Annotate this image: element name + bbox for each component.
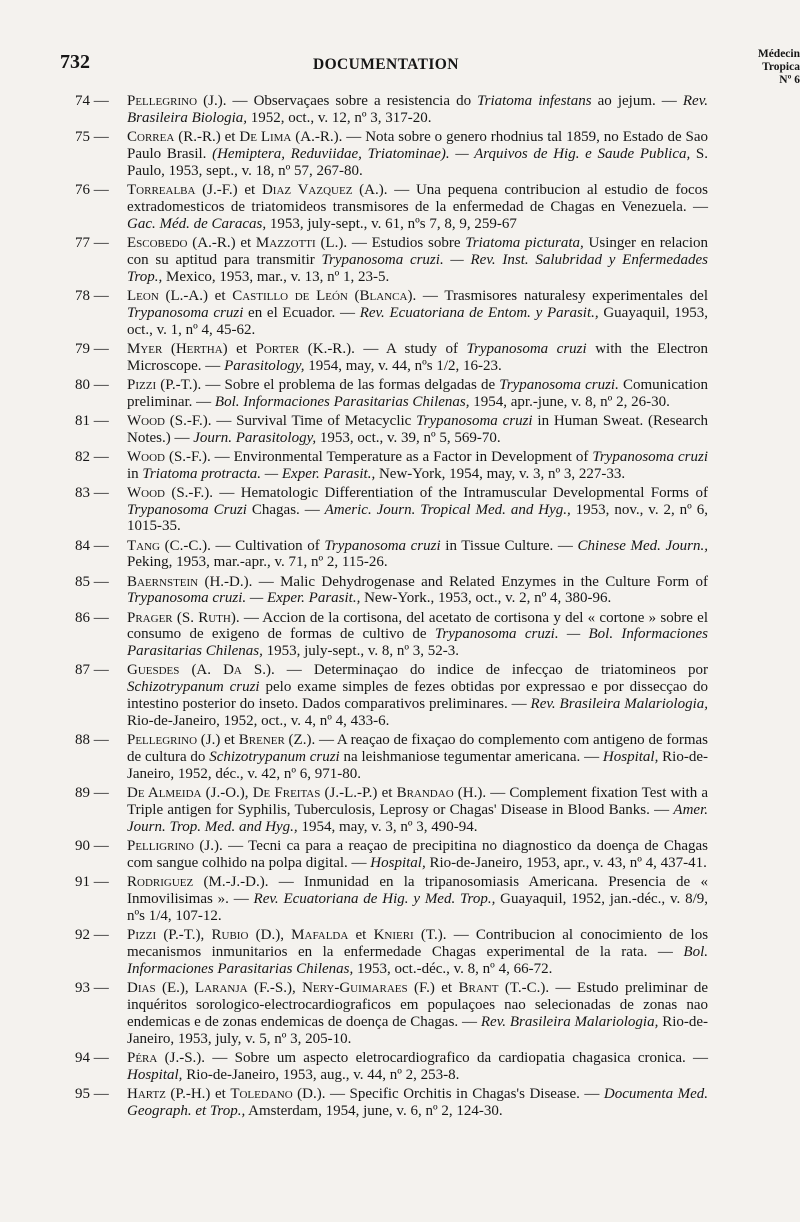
entry-text-segment: . — Sobre um aspecto eletrocardiografico da cardiopatia chagasica cronica. —	[201, 1049, 709, 1066]
bibliography-entry	[75, 341, 708, 375]
author-name: Pizzi (P.-T.)	[127, 376, 198, 393]
entry-text-segment: et	[220, 732, 239, 749]
author-name: Rodriguez (M.-J.-D.)	[127, 874, 265, 891]
italic-title: Hospital,	[602, 749, 659, 766]
entry-text-segment: Guayaquil, 1953, oct., v. 1, nº 4, 45-62.	[127, 304, 708, 338]
entry-text-segment: . — A study of	[351, 340, 467, 357]
entry-text	[127, 377, 708, 411]
entry-text-segment: . — Estudo preliminar de inquéritos sorologico-electrocardiograficos em populaçoes nao selecionadas de zonas nao endemicas e de zonas endemicas de doença de Chagas. —	[127, 979, 709, 1030]
entry-text-segment: ,	[280, 926, 292, 943]
entry-number: 89 —	[75, 785, 109, 802]
entry-text-segment: Rio-de-Janeiro, 1953, apr., v. 43, nº 4, 437-41.	[425, 854, 707, 871]
entry-text-segment: . — Malic Dehydrogenase and Related Enzymes in the Culture Form of	[248, 573, 708, 590]
entry-text-segment: ,	[291, 979, 303, 996]
entry-text	[127, 129, 708, 180]
entry-number: 80 —	[75, 376, 109, 393]
entry-text-segment: et	[207, 287, 233, 304]
entry-text-segment: Rio-de-Janeiro, 1953, aug., v. 44, nº 2, 253-8.	[182, 1066, 460, 1083]
entry-number: 75 —	[75, 129, 109, 145]
italic-title: Bol. Informaciones Parasitarias Chilenas,	[127, 943, 708, 977]
entry-text-segment: 1954, may, v. 44, nºs 1/2, 16-23.	[304, 357, 502, 374]
entry-number: 91 —	[75, 874, 109, 891]
italic-title: Amer. Journ. Trop. Med. and Hyg.,	[127, 802, 708, 835]
entry-text-segment: . — Hematologic Differentiation of the Intramuscular Developmental Forms of	[209, 484, 708, 501]
entry-text-segment: Rio-de-Janeiro, 1952, oct., v. 4, nº 4, 433-6.	[127, 713, 390, 730]
italic-title: Triatoma protracta. — Exper. Parasit.,	[142, 465, 376, 482]
italic-title: Triatoma picturata,	[465, 234, 584, 251]
bibliography-list	[75, 93, 708, 1122]
entry-text-segment: 1954, apr.-june, v. 8, nº 2, 26-30.	[469, 393, 670, 410]
entry-text-segment: . — Specific Orchitis in Chagas's Disease. —	[321, 1085, 604, 1102]
entry-text-segment: . — Sobre el problema de las formas delgadas de	[197, 376, 500, 393]
author-name: Wood (S.-F.)	[127, 484, 210, 501]
author-name: Laranja (F.-S.)	[195, 979, 292, 996]
bibliography-entry	[75, 980, 708, 1048]
entry-text	[127, 235, 708, 286]
entry-number: 82 —	[75, 448, 109, 465]
entry-text	[127, 785, 708, 836]
italic-title: Trypanosoma cruzi. — Rev. Inst. Salubridad y Enfermedades Trop.,	[127, 251, 708, 285]
entry-number: 90 —	[75, 838, 109, 855]
bibliography-entry	[75, 413, 708, 447]
entry-text	[127, 610, 708, 661]
entry-text-segment: Rio-de-Janeiro, 1952, déc., v. 42, nº 6, 971-80.	[127, 749, 708, 783]
italic-title: Trypanosoma cruzi	[416, 412, 533, 429]
entry-text	[127, 538, 708, 572]
entry-text-segment: . — A reaçao de fixaçao do complemento com antigeno de formas de cultura do	[127, 732, 709, 766]
bibliography-entry	[75, 927, 708, 978]
entry-text-segment: . — Observaçaes sobre a resistencia do	[222, 93, 478, 109]
author-name: Correa (R.-R.)	[127, 129, 221, 145]
bibliography-entry	[75, 449, 708, 483]
entry-number: 88 —	[75, 732, 109, 749]
italic-title: Trypanosoma cruzi	[127, 304, 244, 321]
italic-title: Rev. Ecuatoriana de Hig. y Med. Trop.,	[253, 890, 496, 907]
entry-text	[127, 449, 708, 483]
entry-text	[127, 1050, 708, 1084]
entry-text	[127, 413, 708, 447]
entry-text-segment: . — Inmunidad en la tripanosomiasis Americana. Presencia de « Inmovilisimas ». —	[127, 874, 708, 907]
entry-text-segment: et	[237, 181, 262, 198]
entry-text-segment: New-York., 1953, oct., v. 2, nº 4, 380-96.	[360, 590, 612, 607]
author-name: Pellegrino (J.)	[127, 732, 221, 749]
italic-title: Trypanosoma cruzi	[466, 340, 587, 357]
entry-text-segment: . — Estudios sobre	[343, 234, 466, 251]
italic-title: Rev. Brasileira Malariologia,	[480, 1013, 659, 1030]
bibliography-entry	[75, 235, 708, 286]
author-name: Mazzotti (L.)	[255, 234, 344, 251]
entry-text-segment: ,	[244, 785, 253, 802]
author-name: Brandao (H.)	[396, 785, 483, 802]
entry-text	[127, 93, 708, 127]
author-name: Leon (L.-A.)	[127, 287, 208, 304]
bibliography-entry	[75, 93, 708, 127]
bibliography-entry	[75, 838, 708, 872]
entry-text-segment: 1953, nov., v. 2, nº 6, 1015-35.	[127, 501, 708, 535]
entry-text-segment: 1953, july-sept., v. 61, nºs 7, 8, 9, 259-67	[266, 215, 517, 232]
entry-text	[127, 341, 708, 375]
entry-text	[127, 662, 708, 730]
entry-text-segment: 1953, july-sept., v. 8, nº 3, 52-3.	[262, 643, 460, 660]
entry-text-segment: . — Una pequena contribucion al estudio de focos extradomesticos de triatomideos transmisores de la enfermedad de Chagas en Venezuela. —	[127, 181, 708, 215]
entry-text-segment: . — Tecni ca para a reaçao de precipitina no diagnostico da doença de Chagas com sangue colhido na polpa digital. —	[127, 838, 708, 871]
italic-title: Documenta Med. Geograph. et Trop.,	[127, 1085, 708, 1119]
entry-number: 93 —	[75, 979, 109, 996]
corner-line: Tropica	[762, 61, 800, 73]
entry-text-segment: Mexico, 1953, mar., v. 13, nº 1, 23-5.	[162, 268, 390, 285]
author-name: Pizzi (P.-T.)	[127, 926, 201, 943]
italic-title: Triatoma infestans	[477, 93, 592, 109]
entry-number: 77 —	[75, 234, 109, 251]
entry-text-segment: . — Survival Time of Metacyclic	[207, 412, 417, 429]
entry-text-segment: et	[377, 785, 397, 802]
corner-line: Médecin	[757, 48, 800, 60]
entry-text-segment: Rio-de-Janeiro, 1953, july, v. 5, nº 3, 205-10.	[127, 1013, 709, 1047]
entry-text-segment: with the Electron Microscope. —	[127, 340, 708, 374]
author-name: Brant (T.-C.)	[458, 979, 546, 996]
entry-text-segment: Chagas. —	[246, 501, 325, 518]
author-name: Nery-Guimaraes (F.)	[302, 979, 435, 996]
entry-number: 95 —	[75, 1085, 109, 1102]
entry-text-segment: en el Ecuador. —	[243, 304, 360, 321]
entry-number: 79 —	[75, 340, 109, 357]
bibliography-entry	[75, 574, 708, 608]
entry-text-segment: in Human Sweat. (Research Notes.) —	[127, 412, 708, 446]
italic-title: (Hemiptera, Reduviidae, Triatominae). — Arquivos de Hig. e Saude Publica,	[212, 145, 691, 162]
italic-title: Americ. Journ. Tropical Med. and Hyg.,	[324, 501, 571, 518]
page-header	[60, 48, 800, 86]
entry-text	[127, 1086, 708, 1120]
italic-title: Trypanosoma cruzi	[592, 448, 708, 465]
italic-title: Trypanosoma cruzi.	[499, 376, 619, 393]
entry-text-segment: Guayaquil, 1952, jan.-déc., v. 8/9, nºs 1/4, 107-12.	[127, 890, 709, 924]
entry-number: 81 —	[75, 412, 109, 429]
entry-text-segment: 1953, oct.-déc., v. 8, nº 4, 66-72.	[353, 960, 553, 977]
italic-title: Trypanosoma cruzi	[324, 537, 441, 554]
italic-title: Schizotrypanum cruzi	[127, 679, 260, 696]
entry-number: 78 —	[75, 287, 109, 304]
entry-text-segment: . — Contribucion al conocimiento de los mecanismos inmunitarios en la enfermedade Chagas experimental de la rata. —	[127, 926, 709, 960]
entry-text-segment: et	[210, 1085, 231, 1102]
italic-title: Journ. Parasitology,	[193, 429, 317, 446]
italic-title: Hospital,	[370, 854, 426, 871]
corner-line: Nº 6	[779, 74, 800, 86]
running-title: DOCUMENTATION	[313, 56, 459, 73]
entry-text-segment: 1953, oct., v. 39, nº 5, 569-70.	[316, 429, 501, 446]
author-name: Baernstein (H.-D.)	[127, 573, 249, 590]
entry-text-segment: . — Trasmisores naturalesy experimentales del	[412, 287, 708, 304]
entry-text-segment: ,	[184, 979, 196, 996]
entry-number: 76 —	[75, 181, 109, 198]
entry-text	[127, 574, 708, 608]
entry-text-segment: in Tissue Culture. —	[440, 537, 578, 554]
bibliography-entry	[75, 1050, 708, 1084]
italic-title: Rev. Brasileira Malariologia,	[530, 696, 709, 713]
italic-title: Parasitology,	[224, 357, 305, 374]
entry-text	[127, 838, 708, 872]
author-name: Guesdes (A. Da S.)	[127, 662, 271, 679]
author-name: Pellegrino (J.)	[127, 93, 223, 109]
italic-title: Trypanosoma Cruzi	[127, 501, 247, 518]
author-name: Wood (S.-F.)	[127, 412, 208, 429]
italic-title: Trypanosoma cruzi. — Bol. Informaciones Parasitarias Chilenas,	[127, 626, 709, 660]
bibliography-entry	[75, 182, 708, 233]
entry-text-segment: 1952, oct., v. 12, nº 3, 317-20.	[247, 109, 432, 126]
entry-text-segment: Comunication preliminar. —	[127, 376, 708, 410]
entry-text-segment: New-York, 1954, may, v. 3, nº 3, 227-33.	[375, 465, 626, 482]
bibliography-entry	[75, 732, 708, 783]
author-name: Knieri (T.)	[373, 926, 443, 943]
author-name: Pelligrino (J.)	[127, 838, 219, 855]
entry-text-segment: ,	[200, 926, 212, 943]
author-name: Myer (Hertha)	[127, 340, 228, 357]
entry-text-segment: et	[227, 340, 256, 357]
author-name: Toledano (D.)	[230, 1085, 322, 1102]
entry-number: 83 —	[75, 484, 109, 501]
entry-number: 74 —	[75, 93, 109, 109]
entry-number: 85 —	[75, 573, 109, 590]
italic-title: Rev. Brasileira Biologia,	[127, 93, 708, 126]
author-name: Mafalda	[291, 926, 349, 943]
entry-text-segment: et	[220, 129, 240, 145]
author-name: Hartz (P.-H.)	[127, 1085, 211, 1102]
entry-text-segment: . — Accion de la cortisona, del acetato de cortisona y del « cortone » sobre el consumo de exigeno de formas de cultivo de	[127, 609, 708, 643]
bibliography-entry	[75, 377, 708, 411]
page-number: 732	[60, 51, 90, 73]
author-name: De Lima (A.-R.)	[239, 129, 339, 145]
entry-text	[127, 980, 708, 1048]
entry-text-segment: . — Environmental Temperature as a Factor in Development of	[206, 448, 593, 465]
entry-text	[127, 485, 708, 536]
italic-title: Bol. Informaciones Parasitarias Chilenas,	[214, 393, 470, 410]
italic-title: Gac. Méd. de Caracas,	[127, 215, 267, 232]
entry-number: 92 —	[75, 926, 109, 943]
author-name: Brener (Z.)	[238, 732, 312, 749]
entry-text-segment: in	[127, 465, 143, 482]
entry-text-segment: . — Determinaçao do indice de infecçao de triatomineos por	[270, 662, 709, 679]
bibliography-entry	[75, 610, 708, 661]
entry-number: 84 —	[75, 537, 109, 554]
entry-text-segment: et	[348, 926, 374, 943]
author-name: De Freitas (J.-L.-P.)	[252, 785, 378, 802]
italic-title: Hospital,	[127, 1066, 183, 1083]
italic-title: Rev. Ecuatoriana de Entom. y Parasit.,	[359, 304, 599, 321]
entry-text-segment: pelo exame simples de fezes obtidas por expressao e por dissecçao do intestino posterior do inseto. Dados comparativos preliminares. —	[127, 679, 709, 713]
entry-text	[127, 182, 708, 233]
author-name: Rubio (D.)	[211, 926, 281, 943]
author-name: Wood (S.-F.)	[127, 448, 207, 465]
author-name: Péra (J.-S.)	[127, 1049, 202, 1066]
italic-title: Chinese Med. Journ.,	[577, 537, 708, 554]
bibliography-entry	[75, 288, 708, 339]
entry-text-segment: S. Paulo, 1953, sept., v. 18, nº 57, 267-80.	[127, 145, 709, 179]
bibliography-entry	[75, 485, 708, 536]
entry-text-segment: Amsterdam, 1954, june, v. 6, nº 2, 124-30.	[245, 1102, 503, 1119]
entry-text	[127, 288, 708, 339]
author-name: Dias (E.)	[127, 979, 185, 996]
entry-text-segment: . — Complement fixation Test with a Triple antigen for Syphilis, Tuberculosis, Leprosy or Chagas' Disease in Blood Banks. —	[127, 785, 709, 819]
entry-number: 87 —	[75, 662, 109, 679]
entry-text-segment: Peking, 1953, mar.-apr., v. 71, nº 2, 115-26.	[127, 554, 388, 571]
bibliography-entry	[75, 129, 708, 180]
bibliography-entry	[75, 874, 708, 925]
entry-number: 94 —	[75, 1049, 109, 1066]
author-name: Diaz Vazquez (A.)	[261, 181, 384, 198]
journal-corner-label	[738, 48, 800, 87]
entry-text-segment: na leishmaniose tegumentar americana. —	[339, 749, 603, 766]
entry-text	[127, 927, 708, 978]
entry-text-segment: . — Nota sobre o genero rhodnius tal 1859, no Estado de Sao Paulo Brasil.	[127, 129, 709, 162]
author-name: Porter (K.-R.)	[255, 340, 352, 357]
entry-text-segment: et	[434, 979, 459, 996]
author-name: Escobedo (A.-R.)	[127, 234, 236, 251]
entry-text-segment: et	[235, 234, 256, 251]
entry-number: 86 —	[75, 609, 109, 626]
bibliography-entry	[75, 662, 708, 730]
entry-text-segment: Usinger en relacion con su aptitud para transmitir	[127, 234, 709, 268]
entry-text	[127, 732, 708, 783]
bibliography-entry	[75, 538, 708, 572]
bibliography-entry	[75, 785, 708, 836]
author-name: De Almeida (J.-O.)	[127, 785, 245, 802]
author-name: Torrealba (J.-F.)	[127, 181, 238, 198]
bibliography-entry	[75, 1086, 708, 1120]
italic-title: Schizotrypanum cruzi	[209, 749, 340, 766]
entry-text	[127, 874, 708, 925]
entry-text-segment: 1954, may, v. 3, nº 3, 490-94.	[297, 818, 478, 835]
author-name: Tang (C.-C.)	[127, 537, 208, 554]
author-name: Castillo de León (Blanca)	[232, 287, 413, 304]
italic-title: Trypanosoma cruzi. — Exper. Parasit.,	[127, 590, 361, 607]
author-name: Prager (S. Ruth)	[127, 609, 236, 626]
entry-text-segment: ao jejum. —	[591, 93, 683, 109]
entry-text-segment: . — Cultivation of	[207, 537, 325, 554]
